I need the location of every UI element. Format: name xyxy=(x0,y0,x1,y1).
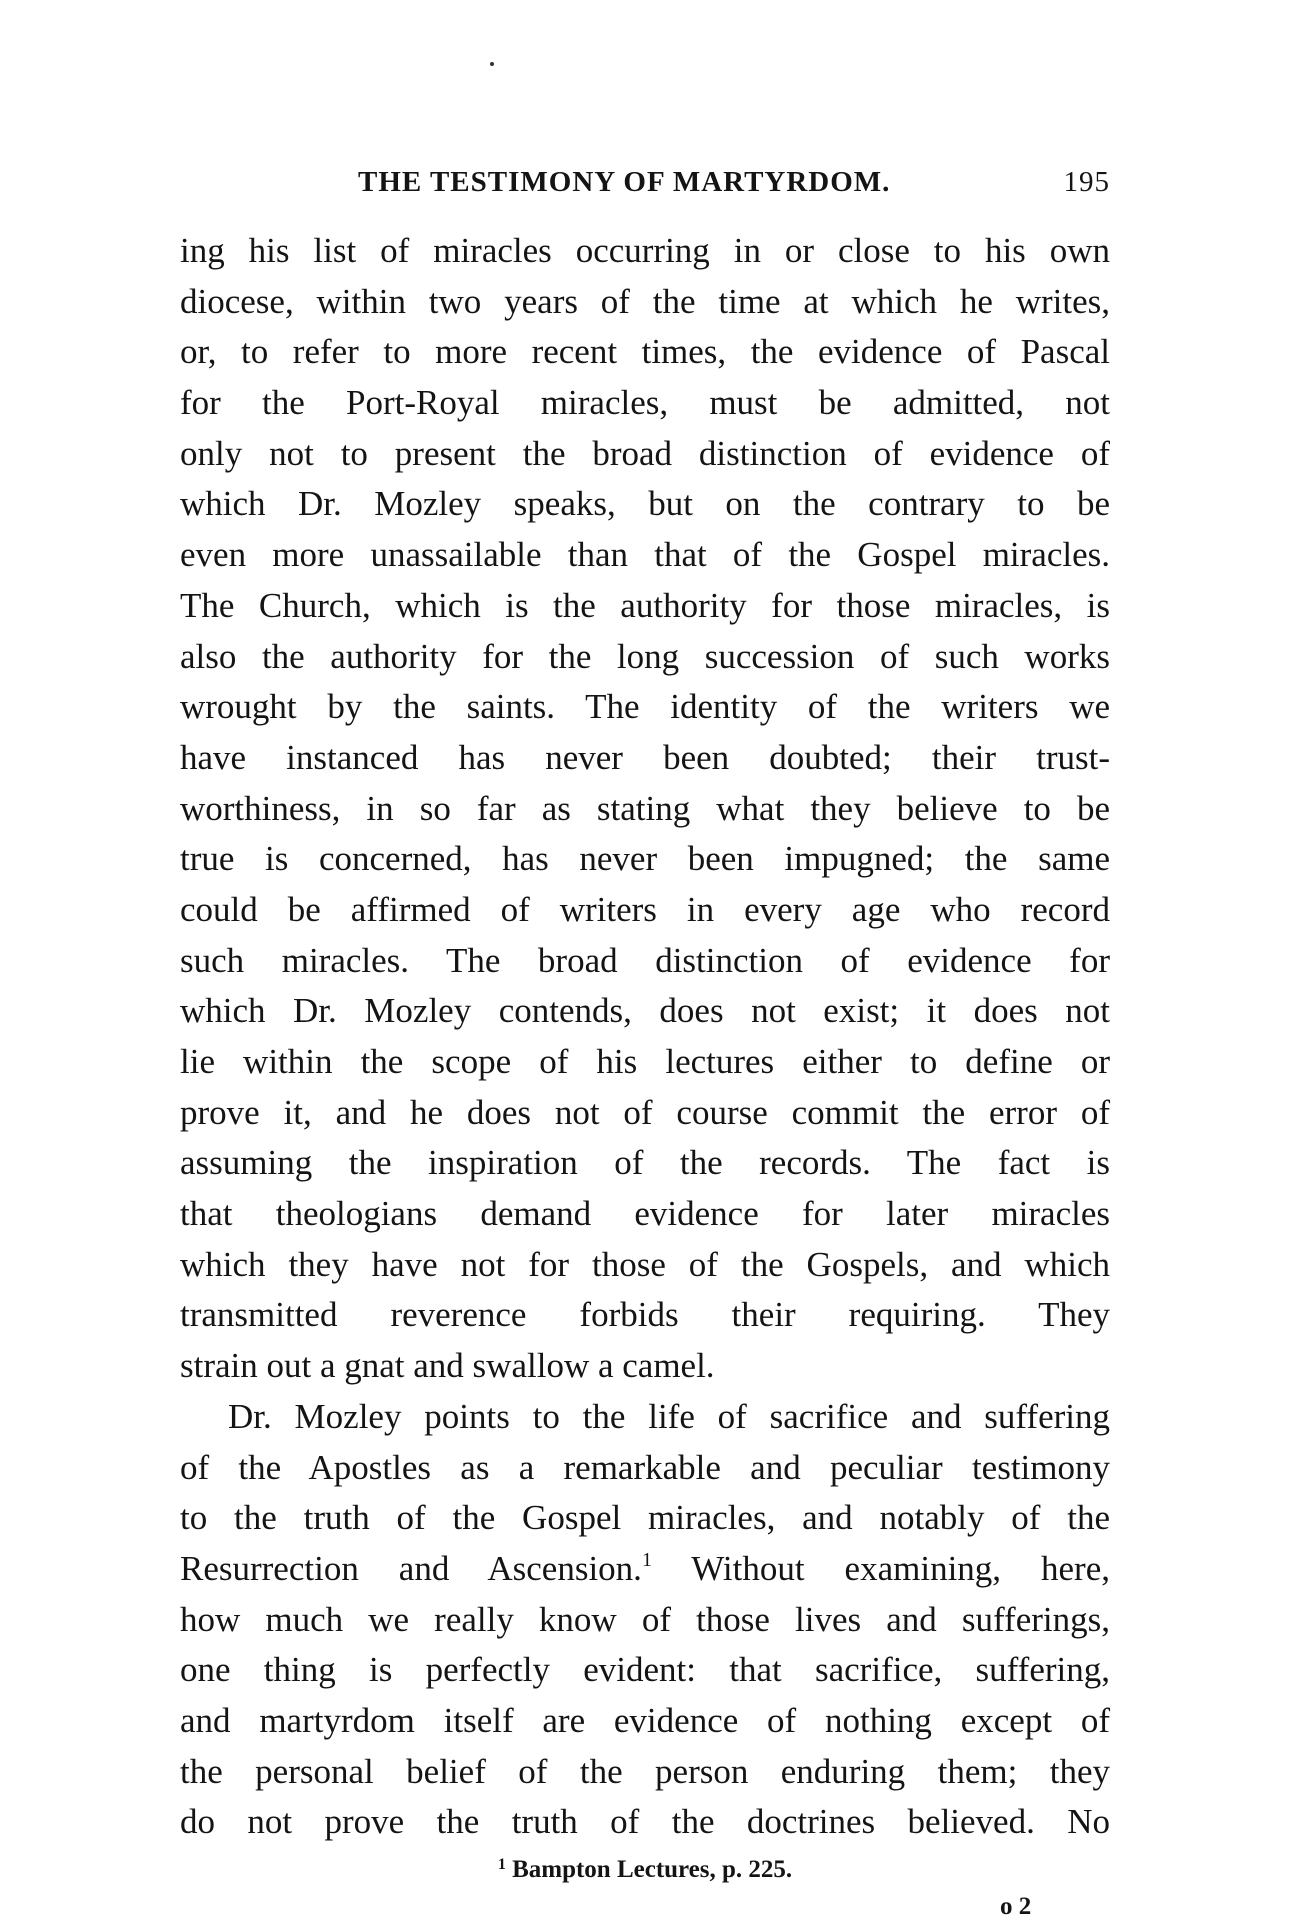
footnote-text: Bampton Lectures, p. 225. xyxy=(512,1856,793,1883)
text-line: Dr. Mozley points to the life of sacrifice and suffering xyxy=(228,1396,1110,1436)
text-line: and martyrdom itself are evidence of nothing except of xyxy=(180,1700,1110,1740)
text-line: which Dr. Mozley contends, does not exist; it does not xyxy=(180,991,1110,1031)
text-line: true is concerned, has never been impugned; the same xyxy=(180,839,1110,879)
text-line: also the authority for the long succession of such works xyxy=(180,636,1110,676)
text-line: could be affirmed of writers in every age who record xyxy=(180,889,1110,929)
footnote-marker: 1 xyxy=(497,1856,506,1873)
text-line: have instanced has never been doubted; their trust- xyxy=(180,737,1110,777)
text-line: wrought by the saints. The identity of the writers we xyxy=(180,687,1110,727)
paragraph-1 xyxy=(180,226,1110,1392)
footnote-reference: 1 xyxy=(641,1548,652,1571)
text-line: which Dr. Mozley speaks, but on the contrary to be xyxy=(180,484,1110,524)
text-line: The Church, which is the authority for those miracles, is xyxy=(180,585,1110,625)
text-line: how much we really know of those lives and sufferings, xyxy=(180,1599,1110,1639)
text-line: or, to refer to more recent times, the evidence of Pascal xyxy=(180,332,1110,372)
ref-line-end: Without examining, here, xyxy=(651,1548,1110,1588)
text-line: do not prove the truth of the doctrines believed. No xyxy=(180,1802,1110,1842)
text-line: the personal belief of the person enduring them; they xyxy=(180,1751,1110,1791)
text-line: such miracles. The broad distinction of evidence for xyxy=(180,940,1110,980)
text-line: that theologians demand evidence for later miracles xyxy=(180,1194,1110,1234)
running-title: THE TESTIMONY OF MARTYRDOM. xyxy=(358,166,891,198)
stray-mark xyxy=(490,62,494,66)
page-number: 195 xyxy=(1063,166,1110,198)
text-line: to the truth of the Gospel miracles, and notably of the xyxy=(180,1498,1110,1538)
text-line: strain out a gnat and swallow a camel. xyxy=(180,1346,715,1386)
text-line: worthiness, in so far as stating what they believe to be xyxy=(180,788,1110,828)
text-line: even more unassailable than that of the Gospel miracles. xyxy=(180,535,1110,575)
text-line: assuming the inspiration of the records. The fact is xyxy=(180,1143,1110,1183)
text-line: only not to present the broad distinction of evidence of xyxy=(180,433,1110,473)
text-line xyxy=(180,1544,1110,1595)
ref-line-start: Resurrection and Ascension. xyxy=(180,1548,642,1588)
text-line: ing his list of miracles occurring in or close to his own xyxy=(180,231,1110,270)
body-text xyxy=(180,226,1110,1848)
text-line: lie within the scope of his lectures either to define or xyxy=(180,1042,1110,1081)
signature-mark: o 2 xyxy=(1000,1893,1032,1920)
footnote xyxy=(180,1856,1110,1884)
text-line: one thing is perfectly evident: that sacrifice, suffering, xyxy=(180,1650,1110,1690)
text-line: transmitted reverence forbids their requiring. They xyxy=(180,1295,1110,1335)
text-line: diocese, within two years of the time at which he writes, xyxy=(180,281,1110,321)
text-line: of the Apostles as a remarkable and peculiar testimony xyxy=(180,1447,1110,1487)
running-head xyxy=(180,166,1110,210)
paragraph-2 xyxy=(180,1392,1110,1848)
text-line: prove it, and he does not of course commit the error of xyxy=(180,1092,1110,1132)
text-line: which they have not for those of the Gospels, and which xyxy=(180,1244,1110,1284)
text-line: for the Port-Royal miracles, must be admitted, not xyxy=(180,383,1110,423)
